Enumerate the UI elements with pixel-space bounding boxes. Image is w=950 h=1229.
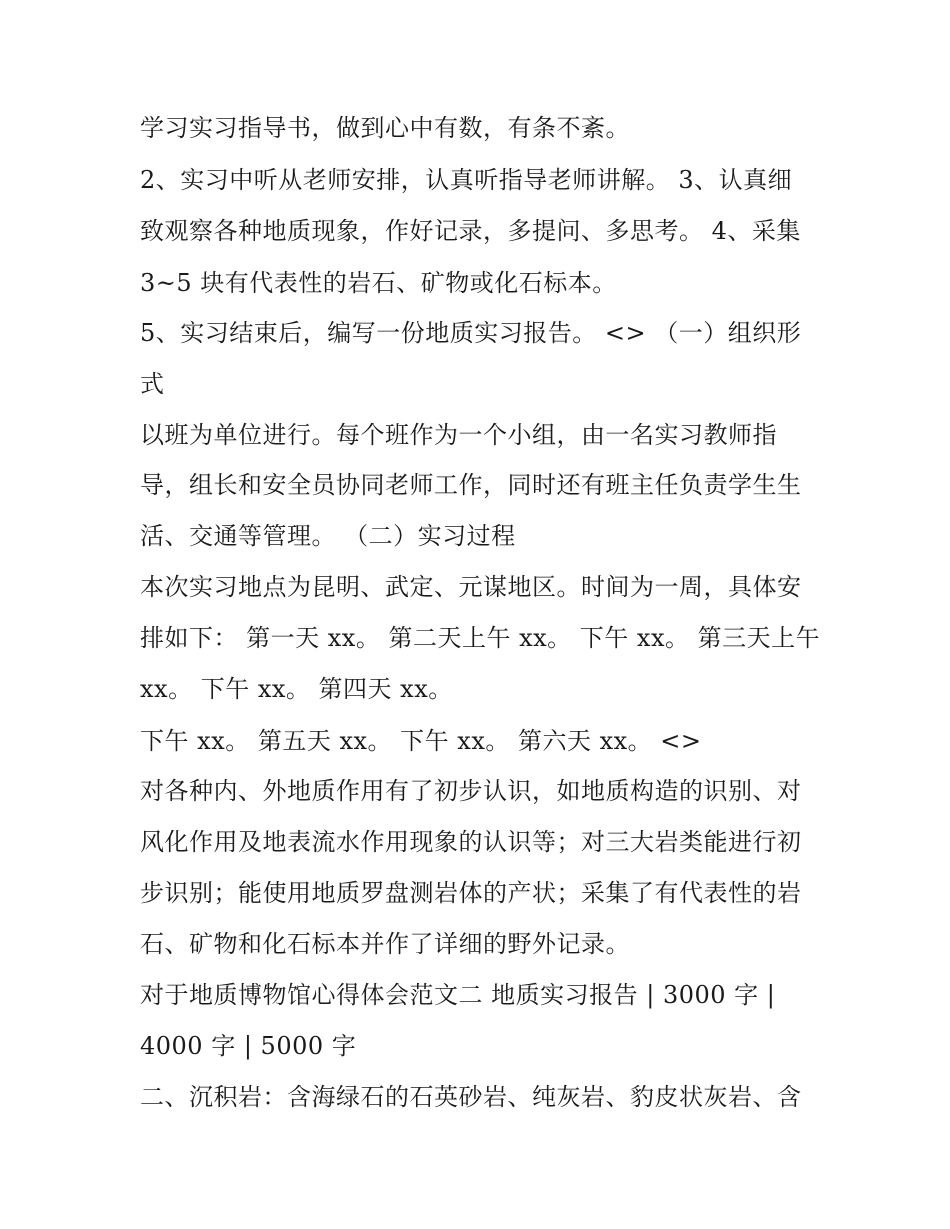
text-line: 学习实习指导书，做到心中有数，有条不紊。 [140, 114, 630, 142]
text-line: 二、沉积岩：含海绿石的石英砂岩、纯灰岩、豹皮状灰岩、含 [140, 1083, 802, 1111]
text-line: 3~5 块有代表性的岩石、矿物或化石标本。 [140, 269, 617, 297]
text-line: 风化作用及地表流水作用现象的认识等；对三大岩类能进行初 [140, 828, 802, 856]
text-line: 导，组长和安全员协同老师工作，同时还有班主任负责学生生 [140, 471, 802, 499]
text-line: 以班为单位进行。每个班作为一个小组，由一名实习教师指 [140, 421, 777, 449]
text-line: xx。 下午 xx。 第四天 xx。 [140, 675, 453, 703]
text-line: 对于地质博物馆心得体会范文二 地质实习报告 | 3000 字 | [140, 981, 776, 1009]
text-line: 5、实习结束后，编写一份地质实习报告。 <> （一）组织形 [140, 319, 802, 347]
text-line: 对各种内、外地质作用有了初步认识，如地质构造的识别、对 [140, 777, 802, 805]
text-line: 下午 xx。 第五天 xx。 下午 xx。 第六天 xx。 <> [140, 727, 702, 755]
text-line: 本次实习地点为昆明、武定、元谋地区。时间为一周，具体安 [140, 573, 802, 601]
text-line: 石、矿物和化石标本并作了详细的野外记录。 [140, 930, 630, 958]
text-line: 2、实习中听从老师安排，认真听指导老师讲解。 3、认真细 [140, 166, 793, 194]
text-line: 致观察各种地质现象，作好记录，多提问、多思考。 4、采集 [140, 217, 801, 245]
text-line: 4000 字 | 5000 字 [140, 1032, 357, 1060]
text-line: 步识别；能使用地质罗盘测岩体的产状；采集了有代表性的岩 [140, 879, 802, 907]
text-line: 式 [140, 370, 165, 398]
text-line: 排如下： 第一天 xx。 第二天上午 xx。 下午 xx。 第三天上午 [140, 624, 821, 652]
text-line: 活、交通等管理。 （二）实习过程 [140, 522, 516, 550]
